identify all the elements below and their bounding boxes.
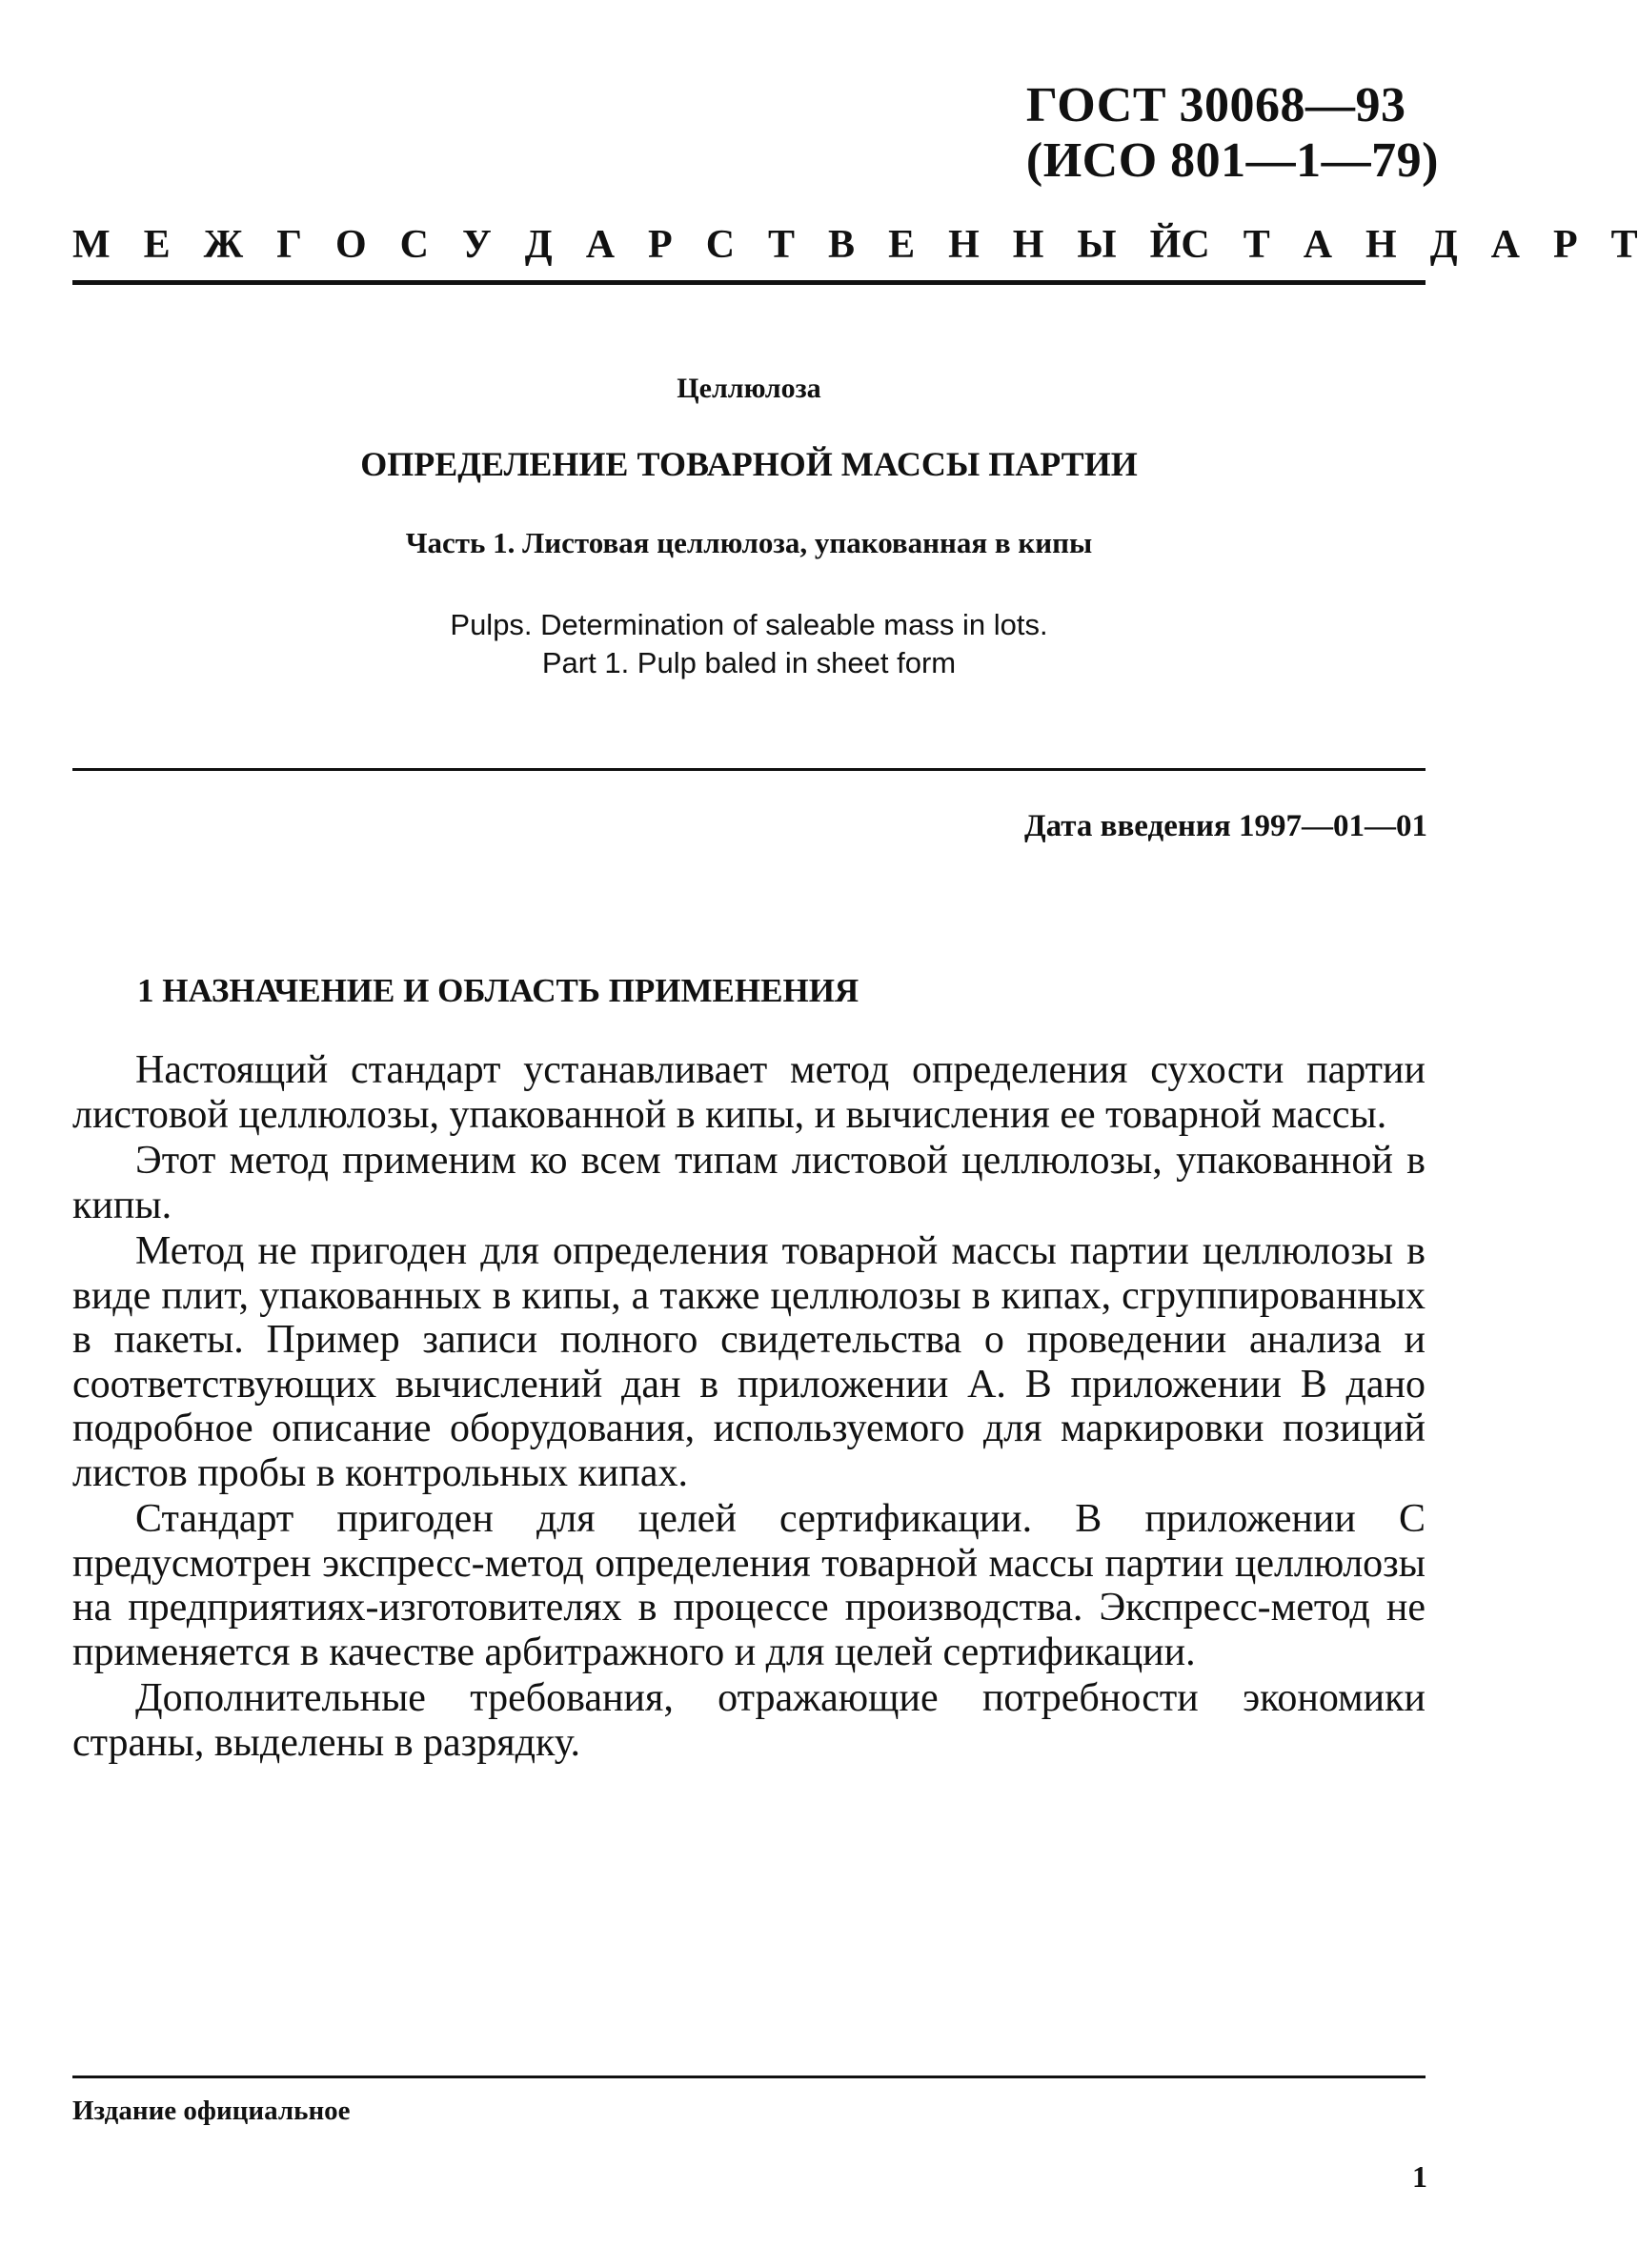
standard-designation [1026, 78, 1439, 189]
banner-letter: А [1490, 223, 1520, 267]
banner-letter: Д [524, 223, 553, 267]
banner-letter: Д [1429, 223, 1458, 267]
english-title [72, 606, 1426, 682]
banner-letter: Т [1610, 223, 1638, 267]
banner-letter: В [828, 223, 856, 267]
standard-type-word-2 [1181, 221, 1637, 269]
banner-letter: Р [648, 223, 673, 267]
banner-letter: С [1181, 223, 1210, 267]
banner-letter: А [585, 223, 616, 267]
banner-letter: Й [1149, 223, 1182, 267]
banner-letter: Г [276, 223, 302, 267]
gost-number: ГОСТ 30068—93 [1025, 78, 1406, 132]
banner-letter: С [705, 223, 736, 267]
paragraph: Настоящий стандарт устанавливает метод определения сухости партии листовой целлюлозы, упакованной в кипы, и вычисления ее товарной массы. [72, 1048, 1426, 1137]
banner-letter: Н [1012, 223, 1044, 267]
document-part-title: Часть 1. Листовая целлюлоза, упакованная в кипы [405, 526, 1093, 559]
banner-letter: М [72, 223, 111, 267]
banner-letter: Е [888, 223, 916, 267]
paragraph: Метод не пригоден для определения товарной массы партии целлюлозы в виде плит, упакованных в кипы, а также целлюлозы в кипах, сгруппированных в пакеты. Пример записи полного свидетельства о проведении анализа и соответствующих вычислений дан в приложении А. В приложении В дано подробное описание оборудования, используемого для маркировки позиций листов пробы в контрольных кипах. [72, 1229, 1426, 1495]
section-heading: 1 НАЗНАЧЕНИЕ И ОБЛАСТЬ ПРИМЕНЕНИЯ [137, 972, 859, 1009]
paragraph: Дополнительные требования, отражающие потребности экономики страны, выделены в разрядку. [72, 1676, 1426, 1765]
section-body [72, 1048, 1426, 1767]
title-divider [72, 768, 1426, 771]
banner-letter: Т [768, 223, 796, 267]
paragraph: Стандарт пригоден для целей сертификации. В приложении С предусмотрен экспресс-метод определения товарной массы партии целлюлозы на предприятиях-изготовителях в процессе производства. Экспресс-метод не применяется в качестве арбитражного и для целей сертификации. [72, 1497, 1426, 1674]
document-title: ОПРЕДЕЛЕНИЕ ТОВАРНОЙ МАССЫ ПАРТИИ [360, 445, 1138, 483]
standard-type-word-1 [72, 221, 1181, 269]
banner-letter: Ы [1077, 223, 1117, 267]
banner-letter: Р [1552, 223, 1578, 267]
paragraph: Этот метод применим ко всем типам листовой целлюлозы, упакованной в кипы. [72, 1139, 1426, 1227]
banner-letter: А [1303, 223, 1333, 267]
footer-divider [72, 2076, 1426, 2078]
banner-letter: О [334, 223, 367, 267]
document-subject: Целлюлоза [677, 373, 821, 404]
banner-letter: Н [1365, 223, 1397, 267]
banner-letter: Е [143, 223, 171, 267]
banner-letter: У [461, 223, 492, 267]
iso-number: (ИСО 801—1—79) [1025, 133, 1439, 188]
page-number: 1 [1412, 2159, 1427, 2194]
header-divider [72, 280, 1426, 285]
banner-letter: Ж [203, 223, 244, 267]
banner-letter: Т [1243, 223, 1270, 267]
banner-letter: Н [948, 223, 980, 267]
standard-type-banner [72, 221, 1638, 269]
edition-note: Издание официальное [72, 2096, 351, 2126]
banner-letter: С [399, 223, 429, 267]
introduction-date: Дата введения 1997—01—01 [1023, 809, 1427, 843]
english-title-line-1: Pulps. Determination of saleable mass in lots. [450, 608, 1048, 641]
english-title-line-2: Part 1. Pulp baled in sheet form [541, 646, 957, 679]
